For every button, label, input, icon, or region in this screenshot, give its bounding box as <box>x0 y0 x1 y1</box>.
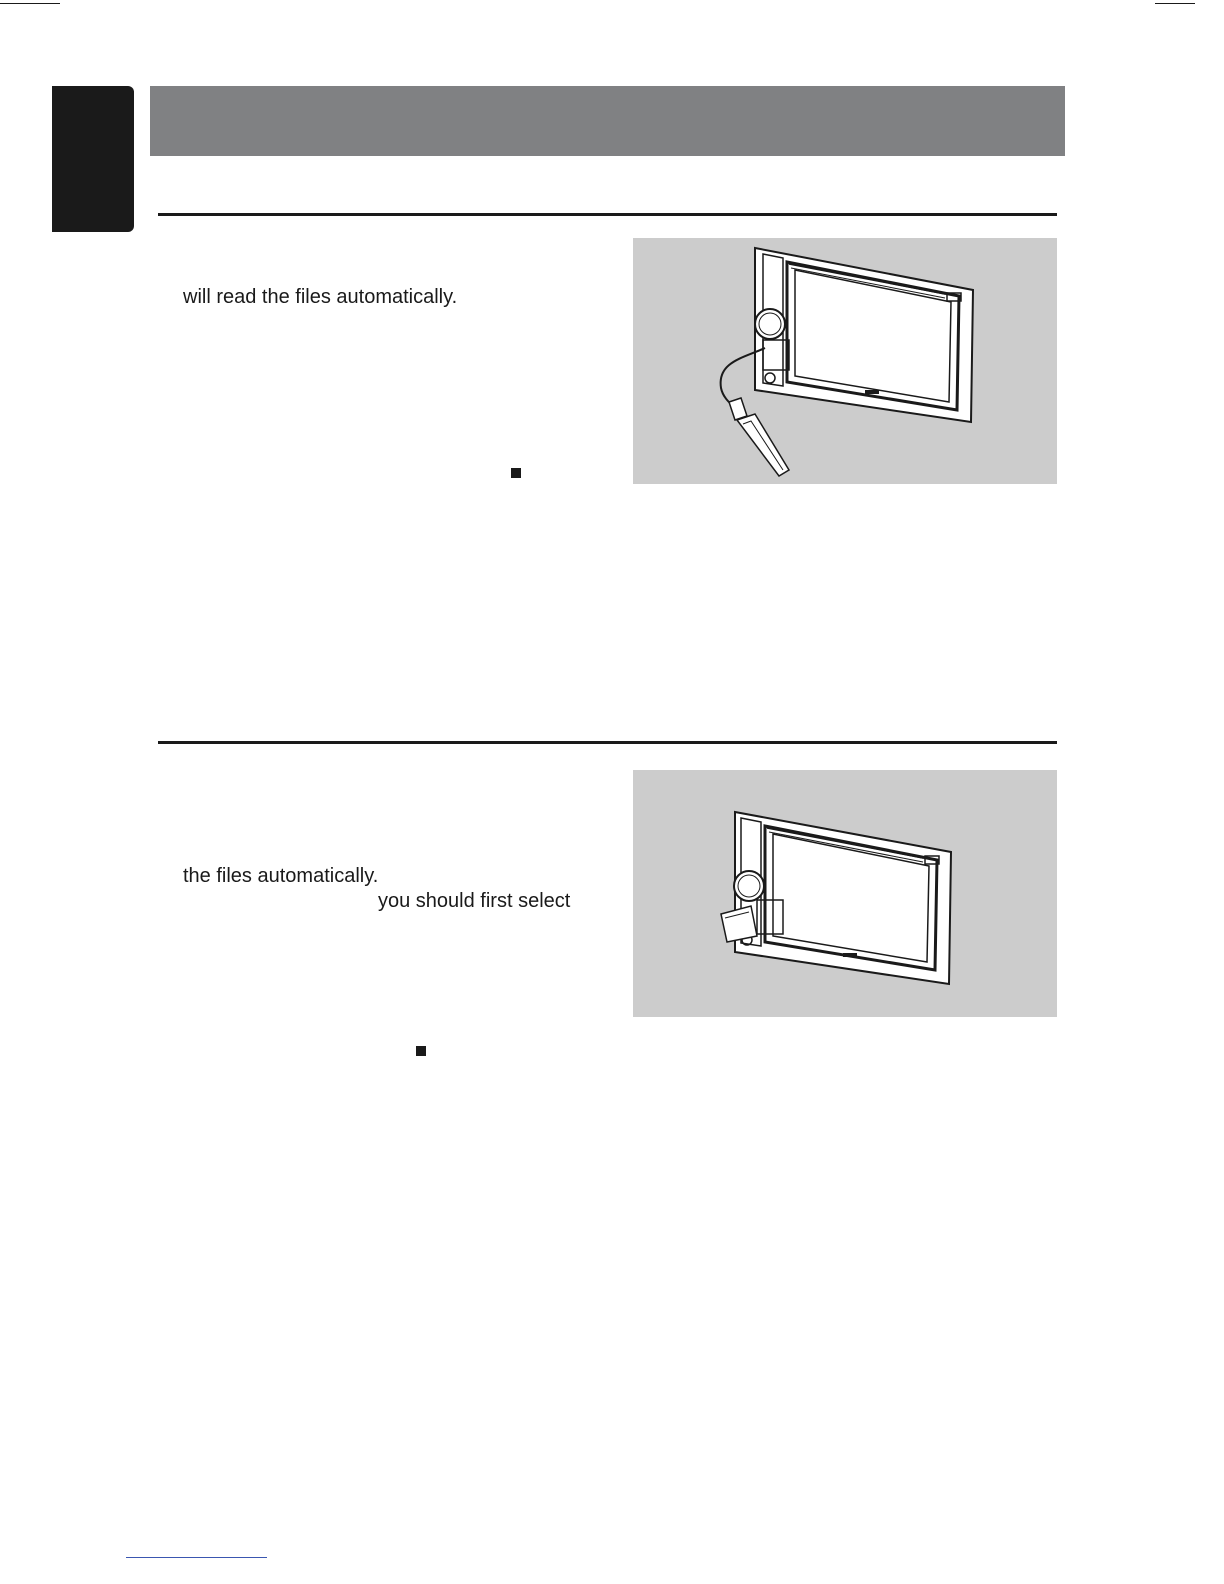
head-unit-sd-drawing <box>633 770 1057 1017</box>
sd-body-text-line-1: the files automatically. <box>183 865 379 887</box>
section-rule-usb <box>158 213 1057 216</box>
head-unit-usb-drawing <box>633 238 1057 484</box>
end-of-section-square-icon <box>511 468 521 478</box>
end-of-section-square-icon <box>416 1046 426 1056</box>
sd-card-insertion-illustration <box>633 770 1057 1017</box>
chapter-header-band <box>150 86 1065 156</box>
crop-mark-top-left <box>0 3 60 4</box>
language-tab <box>52 86 134 232</box>
section-rule-sd <box>158 741 1057 744</box>
sd-body-text-line-2: you should first select <box>378 890 571 912</box>
usb-connection-illustration <box>633 238 1057 484</box>
footer-link-underline[interactable] <box>126 1557 267 1558</box>
usb-body-text-line-1: will read the files automatically. <box>183 286 458 308</box>
crop-mark-top-right <box>1155 3 1195 4</box>
